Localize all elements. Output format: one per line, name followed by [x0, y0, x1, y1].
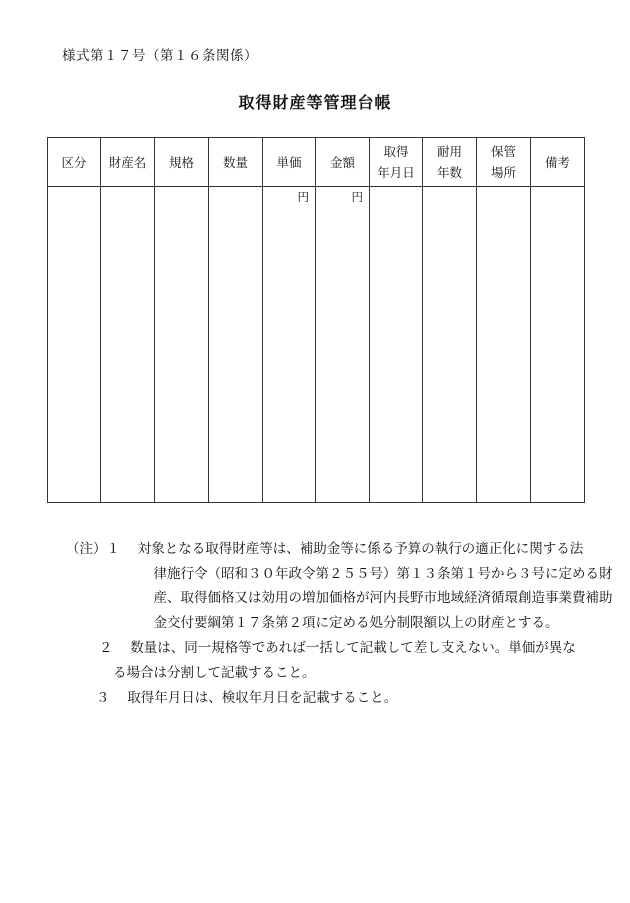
asset-ledger-table [47, 137, 585, 503]
note-line: る場合は分割して記載すること。 [113, 664, 316, 681]
header-amount: 金額 [316, 138, 370, 187]
note-line: 対象となる取得財産等は、補助金等に係る予算の執行の適正化に関する法 [137, 541, 584, 557]
cell-category[interactable] [48, 187, 101, 503]
note-item-2 [66, 636, 586, 685]
cell-remarks[interactable] [531, 187, 585, 503]
note-line: 取得年月日は、検収年月日を記載すること。 [127, 690, 398, 706]
header-asset-name: 財産名 [101, 138, 155, 187]
header-category: 区分 [48, 138, 101, 187]
amount-yen-label: 円 [351, 190, 363, 204]
note-number: ３ [96, 690, 110, 706]
note-item-1 [66, 537, 613, 635]
cell-unit-price[interactable] [263, 187, 316, 503]
header-remarks: 備考 [531, 138, 585, 187]
form-number: 様式第１７号（第１６条関係） [62, 48, 258, 64]
notes-section [66, 537, 613, 711]
note-item-3 [66, 686, 586, 711]
note-line: 数量は、同一規格等であれば一括して記載して差し支えない。単価が異な [130, 640, 576, 656]
header-acquisition-date: 取得 年月日 [370, 138, 423, 187]
header-storage-location: 保管 場所 [477, 138, 531, 187]
cell-specification[interactable] [155, 187, 209, 503]
cell-acquisition-date[interactable] [370, 187, 423, 503]
unit-price-yen-label: 円 [297, 190, 309, 204]
page-title: 取得財産等管理台帳 [238, 93, 392, 112]
note-line: 律施行令（昭和３０年政令第２５５号）第１３条第１号から３号に定める財 [153, 565, 613, 582]
notes-prefix: （注） [66, 541, 107, 557]
cell-useful-life[interactable] [423, 187, 477, 503]
cell-quantity[interactable] [209, 187, 263, 503]
table-row [48, 187, 585, 503]
note-number: １ [106, 541, 120, 557]
note-number: ２ [99, 640, 113, 656]
cell-storage-location[interactable] [477, 187, 531, 503]
header-quantity: 数量 [209, 138, 263, 187]
table-header-row [48, 138, 585, 187]
cell-asset-name[interactable] [101, 187, 155, 503]
note-line: 金交付要綱第１７条第２項に定める処分制限額以上の財産とする。 [153, 614, 559, 631]
header-specification: 規格 [155, 138, 209, 187]
header-unit-price: 単価 [263, 138, 316, 187]
note-line: 産、取得価格又は効用の増加価格が河内長野市地域経済循環創造事業費補助 [153, 590, 613, 606]
header-useful-life: 耐用 年数 [423, 138, 477, 187]
cell-amount[interactable] [316, 187, 370, 503]
